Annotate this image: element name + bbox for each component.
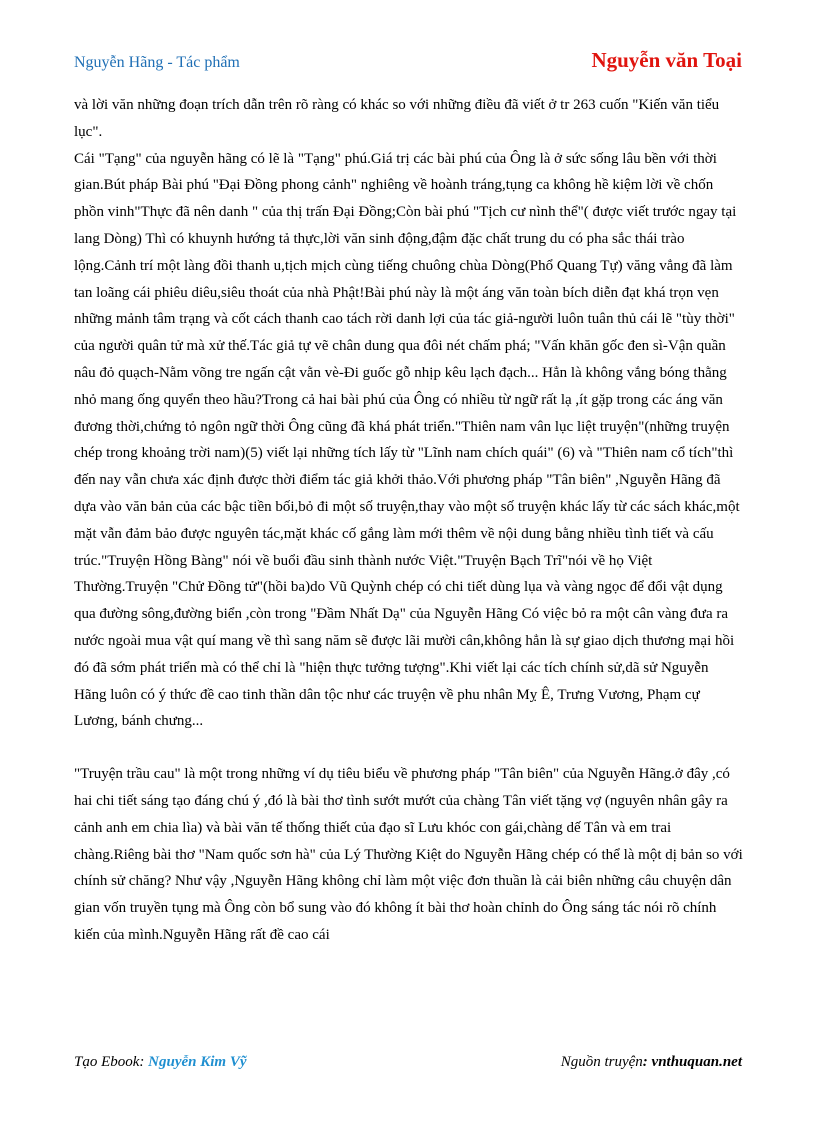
footer-source-label: Nguồn truyện [560,1054,643,1070]
footer-source-site: vnthuquan.net [651,1054,742,1070]
footer-source-credit [561,1054,742,1071]
page-header [74,48,742,78]
paragraph-2: Cái "Tạng" của nguyễn hãng có lẽ là "Tạng" phú.Giá trị các bài phú của Ông là ở sức sống lâu bền với thời gian.Bút pháp Bài phú "Đại Đồng phong cảnh" nghiêng về hoành tráng,tụng ca không hề kiệm lời về chốn phồn vinh"Thực đã nên danh " của thị trấn Đại Đồng;Còn bài phú "Tịch cư nình thể"( được viết trước ngay tại lang Dòng) Thì có khuynh hướng tả thực,lời văn sinh động,đậm đặc chất trung du có pha sắc thái trào lộng.Cảnh trí một làng đồi thanh u,tịch mịch cùng tiếng chuông chùa Dòng(Phổ Quang Tự) văng vẳng đã làm tan loãng cái phiêu diêu,siêu thoát của nhà Phật!Bài phú này là một áng văn toàn bích diễn đạt khá trọn vẹn những mảnh tâm trạng và cốt cách thanh cao tách rời danh lợi của tác giả-người luôn tuân thủ cái lẽ "tùy thời" của người quân tử mà xử thế.Tác giả tự vẽ chân dung qua đôi nét chấm phá; "Vấn khăn gốc đen sì-Vận quần nâu đỏ quạch-Nằm võng tre ngấn cật vằn vè-Đi guốc gỗ nhịp kêu lạch đạch... Hẳn là không vắng bóng thằng nhỏ mang ống quyển theo hầu?Trong cả hai bài phú của Ông có nhiều từ ngữ rất lạ ,ít gặp trong các áng văn đương thời,chứng tỏ ngôn ngữ thời Ông cũng đã khá phát triển."Thiên nam vân lục liệt truyện"(những truyện chép trong khoảng trời nam)(5) viết lại những tích lấy từ "Lĩnh nam chích quái" (6) và "Thiên nam cổ tích"thì đến nay vẫn chưa xác định được thời điểm tác giả khởi thảo.Với phương pháp "Tân biên" ,Nguyễn Hãng đã dựa vào văn bản của các bậc tiền bối,bỏ đi một số truyện,thay vào một số truyện khác lấy từ các sách khác,một mặt vẫn đảm bảo được nguyên tác,mặt khác cố gắng làm mới thêm về nội dung bằng nhiều tình tiết và cấu trúc."Truyện Hồng Bàng" nói về buổi đầu sinh thành nước Việt."Truyện Bạch Trĩ"nói về họ Việt Thường.Truyện "Chử Đồng tử"(hồi ba)do Vũ Quỳnh chép có chi tiết dùng lụa và vàng ngọc để đổi vật dụng qua đường sông,đường biển ,còn trong "Đầm Nhất Dạ" của Nguyễn Hãng Có việc bỏ ra một cân vàng đưa ra nước ngoài mua vật quí mang về thì sang năm sẽ được lãi mười cân,không hẳn là sự giao dịch thương mại hồi đó đã sớm phát triển mà có thể chỉ là "hiện thực tưởng tượng".Khi viết lại các tích chính sử,dã sử Nguyễn Hãng luôn có ý thức đề cao tinh thần dân tộc như các truyện về phu nhân Mỵ Ê, Trưng Vương, Phạm cự Lương, bánh chưng... [74,150,740,730]
header-author: Nguyễn văn Toại [591,48,742,72]
page-footer [74,1054,742,1078]
footer-ebook-credit [74,1054,247,1071]
footer-ebook-creator: Nguyễn Kim Vỹ [148,1054,247,1070]
footer-ebook-separator: : [139,1054,149,1070]
footer-ebook-label: Tạo Ebook [74,1054,140,1070]
footer-source-separator: : [642,1054,652,1070]
header-book-title: Nguyễn Hãng - Tác phẩm [74,54,240,71]
paragraph-3: "Truyện trầu cau" là một trong những ví dụ tiêu biểu về phương pháp "Tân biên" của Nguyễn Hãng.ở đây ,có hai chi tiết sáng tạo đáng chú ý ,đó là bài thơ tình sướt mướt của chàng Tân viết tặng vợ (nguyên nhân gây ra cảnh anh em chia lìa) và bài văn tế thống thiết của đạo sĩ Lưu khóc con gái,chàng dế Tân và em trai chàng.Riêng bài thơ "Nam quốc sơn hà" của Lý Thường Kiệt do Nguyễn Hãng chép có thể là một dị bản so với chính sử chăng? Như vậy ,Nguyễn Hãng không chỉ làm một việc đơn thuần là cải biên những câu chuyện dân gian vốn truyền tụng mà Ông còn bổ sung vào đó không ít bài thơ hoàn chỉnh do Ông sáng tác nói rõ chính kiến của mình.Nguyễn Hãng rất đề cao cái [74,766,743,943]
paragraph-1: và lời văn những đoạn trích dẫn trên rõ ràng có khác so với những điều đã viết ở tr 263 cuốn "Kiến văn tiểu lục". [74,97,720,140]
page-body [74,92,744,949]
